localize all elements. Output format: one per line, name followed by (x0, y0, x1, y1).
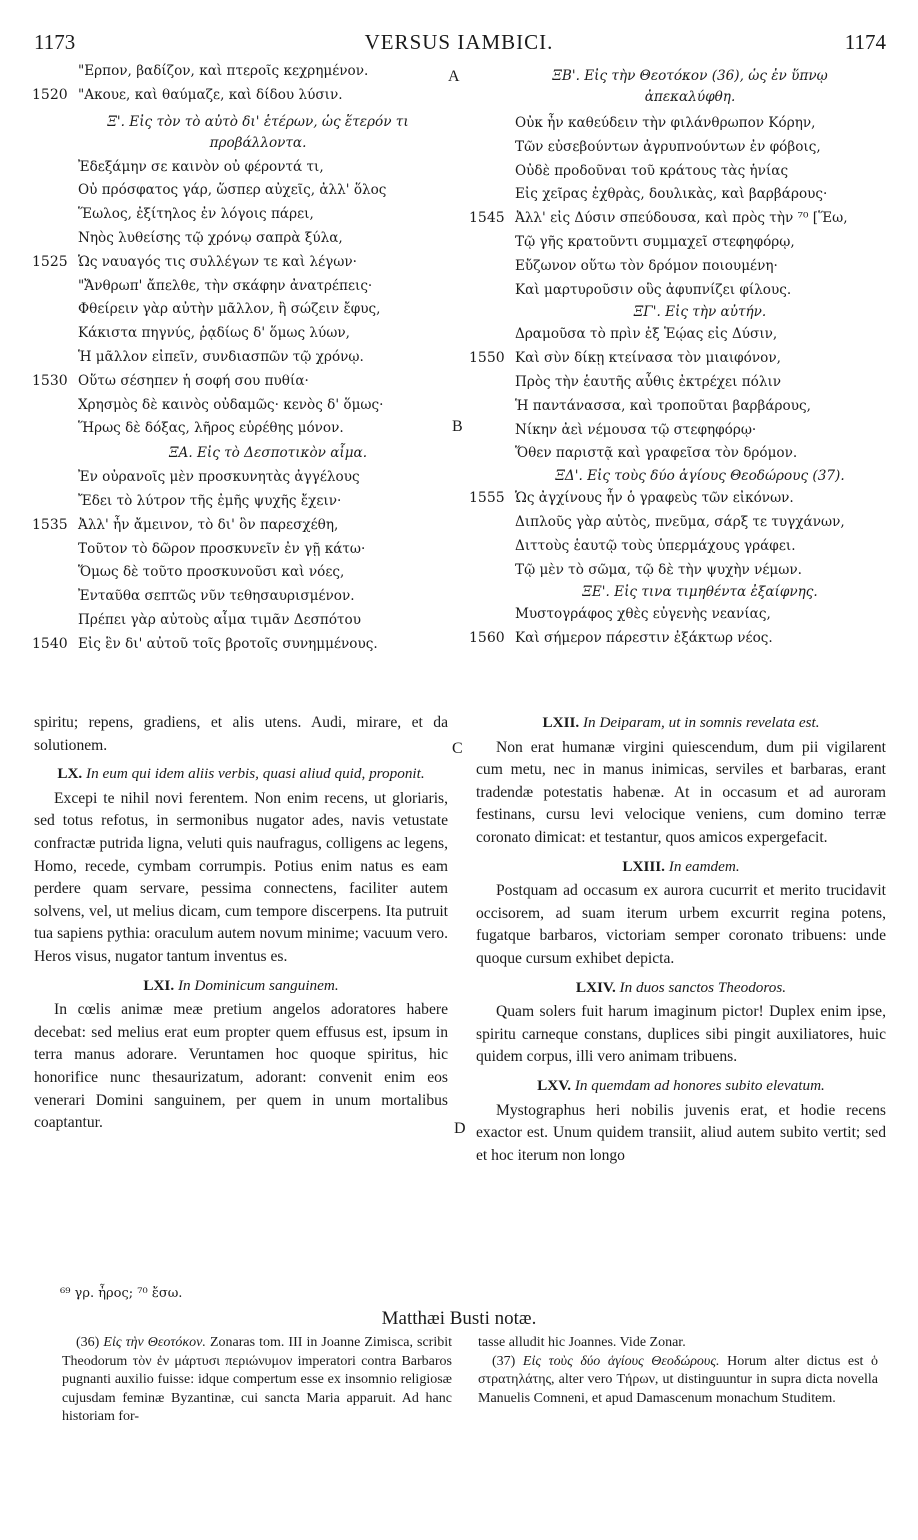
greek-verse-line (515, 511, 885, 535)
verse-text: Τῷ μὲν τὸ σῶμα, τῷ δὲ τὴν ψυχὴν νέμων. (515, 561, 802, 578)
greek-verse-line (78, 394, 458, 418)
verse-text: Ἥρως δὲ δόξας, λῆρος εὑρέθης μόνον. (78, 420, 344, 437)
right-greek-column (469, 66, 885, 651)
verse-text: Νίκην ἀεὶ νέμουσα τῷ στεφηφόρῳ· (515, 421, 757, 438)
greek-verse-line (515, 442, 885, 466)
latin-paragraph-lxiv: Quam solers fuit harum imaginum pictor! Duplex enim ipse, spiritu carneque constans, duplices sibi pingit auxiliatores, huic quidem corpus, illi vero animam tribuens. (476, 1003, 886, 1066)
section-heading-lxii (476, 712, 886, 735)
right-latin-column (476, 712, 886, 1167)
left-page-number: 1173 (34, 30, 76, 54)
right-page-number: 1174 (844, 30, 886, 54)
verse-text: Τοῦτον τὸ δῶρον προσκυνεῖν ἐν γῇ κάτω· (78, 540, 366, 557)
margin-letter-a: A (448, 68, 460, 85)
verse-text: Νηὸς λυθείσης τῷ χρόνῳ σαπρὰ ξύλα, (78, 229, 343, 246)
greek-verse-line (515, 112, 885, 136)
verse-text: Ἔδει τὸ λύτρον τῆς ἐμῆς ψυχῆς ἔχειν· (78, 492, 342, 509)
greek-verse-line (78, 490, 458, 514)
verse-text: Ἐνταῦθα σεπτῶς νῦν τεθησαυρισμένον. (78, 588, 355, 605)
section-number-lxiii: LXIII. (622, 857, 665, 875)
greek-verse-line (32, 84, 458, 108)
note-36-label: (36) (76, 1335, 100, 1350)
greek-verse-line (515, 183, 885, 207)
verse-number: 1560 (469, 630, 505, 647)
note-37 (478, 1353, 878, 1409)
greek-verse-line (78, 538, 458, 562)
verse-number: 1550 (469, 350, 505, 367)
verse-number: 1530 (32, 372, 68, 389)
greek-verse-line (78, 561, 458, 585)
verse-text: Διττοὺς ἑαυτῷ τοὺς ὑπερμάχους γράφει. (515, 537, 796, 554)
section-number-lxiv: LXIV. (575, 978, 616, 996)
greek-verse-line (78, 227, 458, 251)
verse-text: Ὡς ἀγχίνους ἦν ὁ γραφεὺς τῶν εἰκόνων. (515, 490, 794, 507)
greek-lines-lxiii (469, 323, 885, 466)
greek-verse-line (515, 603, 885, 627)
notes-right-column (478, 1334, 878, 1408)
greek-verse-line (515, 136, 885, 160)
greek-verse-line (78, 179, 458, 203)
greek-lines-lxiv (469, 487, 885, 582)
running-title: VERSUS IAMBICI. (364, 30, 554, 54)
greek-verse-line (78, 203, 458, 227)
greek-verse-line (515, 395, 885, 419)
verse-text: Οὐδὲ προδοῦναι τοῦ κράτους τὰς ἡνίας (515, 162, 789, 179)
note-36-continued: tasse alludit hic Joannes. Vide Zonar. (478, 1335, 686, 1350)
greek-verse-line (78, 60, 458, 84)
verse-text: Εὔζωνον οὕτω τὸν δρόμον ποιουμένη· (515, 257, 778, 274)
greek-verse-line (469, 627, 885, 651)
verse-text: Πρὸς τὴν ἑαυτῆς αὖθις ἐκτρέχει πόλιν (515, 373, 782, 390)
verse-text: Ἀλλ' εἰς Δύσιν σπεύδουσα, καὶ πρὸς τὴν ⁷⁰ [Ἕω, (515, 210, 848, 227)
margin-letter-d: D (454, 1120, 466, 1137)
latin-paragraph-lxiii: Postquam ad occasum ex aurora cucurrit et merito trucidavit occisorem, ad suam iterum urbem excurrit regina potens, fugatque barbaros, victoriam semper coronato tribuens: unde quoque cursum exhibet depicta. (476, 882, 886, 967)
verse-text: Χρησμὸς δὲ καινὸς οὐδαμῶς· κενὸς δ' ὅμως· (78, 396, 384, 413)
latin-paragraph-lx: Excepi te nihil novi ferentem. Non enim recens, ut gloriaris, sed totus refotus, in sermonibus nugator ades, navis vetustate confractæ putrida ligna, veluti quis naufragus, colligens ac legens, Homo, recede, cymbam corrumpis. Potius enim natus es eam perdere quam servare, pessima connectens, faciliter autem solvens, vel, ut melius dicam, cum tempore discerpens. Ita putruit tua sapiens pythia: oraculum autem novum minime; vacuum vero. Heros visus, nugator tantum inventus es. (34, 789, 448, 965)
verse-text: Ἕωλος, ἐξίτηλος ἐν λόγοις πάρει, (78, 206, 314, 223)
verse-text: Εἰς χεῖρας ἐχθρὰς, δουλικὰς, καὶ βαρβάρους· (515, 186, 828, 203)
greek-lines-lxi (32, 466, 458, 656)
verse-number: 1540 (32, 635, 68, 652)
section-heading-lxiii (476, 856, 886, 879)
left-greek-column (32, 60, 458, 657)
greek-verse-line (515, 231, 885, 255)
verse-text: Δραμοῦσα τὸ πρὶν ἐξ Ἑῴας εἰς Δύσιν, (515, 326, 778, 343)
verse-text: Ὡς ναυαγός τις συλλέγων τε καὶ λέγων· (78, 253, 357, 270)
section-title-lxi: In Dominicum sanguinem. (177, 976, 339, 994)
verse-text: Ἀλλ' ἦν ἄμεινον, τὸ δι' ὃν παρεσχέθη, (78, 516, 339, 533)
greek-verse-line (78, 275, 458, 299)
section-number-lxii: LXII. (542, 714, 580, 731)
greek-verse-line (515, 255, 885, 279)
notes-left-column (62, 1334, 452, 1427)
section-number-lxi: LXI. (143, 976, 175, 994)
greek-verse-line (78, 322, 458, 346)
greek-pre-lines (32, 60, 458, 108)
verse-text: Καὶ σὺν δίκῃ κτείνασα τὸν μιαιφόνον, (515, 350, 781, 367)
section-title-lxii: In Deiparam, ut in somnis revelata est. (583, 714, 820, 731)
section-title-lx: In eum qui idem aliis verbis, quasi aliud quid, proponit. (86, 765, 425, 783)
section-title-lxiii-greek: ΞΓ'. Εἰς τὴν αὐτήν. (633, 304, 767, 321)
section-title-lxv: In quemdam ad honores subito elevatum. (574, 1076, 825, 1094)
verse-text: Τῶν εὐσεβούντων ἀγρυπνούντων ἐν φόβοις, (515, 138, 821, 155)
verse-text: Κάκιστα πηγνύς, ῥᾳδίως δ' ὅμως λύων, (78, 325, 350, 342)
verse-text: Οὐ πρόσφατος γάρ, ὥσπερ αὐχεῖς, ἀλλ' ὅλος (78, 182, 387, 199)
greek-verse-line (469, 207, 885, 231)
greek-verse-line (515, 535, 885, 559)
greek-lines-lxii (469, 112, 885, 302)
verse-text: Μυστογράφος χθὲς εὐγενὴς νεανίας, (515, 606, 771, 623)
section-title-lx-greek: Ξ'. Εἰς τὸν τὸ αὐτὸ δι' ἑτέρων, ὡς ἕτερόν τι προβάλλοντα. (107, 113, 409, 151)
verse-number: 1555 (469, 490, 505, 507)
verse-text: Τῷ γῆς κρατοῦντι συμμαχεῖ στεφηφόρῳ, (515, 233, 795, 250)
verse-text: Ἡ παντάνασσα, καὶ τροποῦται βαρβάρους, (515, 397, 811, 414)
section-title-lxii-greek: ΞΒ'. Εἰς τὴν Θεοτόκον (36), ὡς ἐν ὕπνῳ ἀπεκαλύφθη. (552, 68, 828, 105)
verse-text: Οὕτω σέσηπεν ἡ σοφή σου πυθία· (78, 372, 309, 389)
section-title-lxiv-greek: ΞΔ'. Εἰς τοὺς δύο ἁγίους Θεοδώρους (37). (555, 468, 845, 485)
greek-verse-line (515, 160, 885, 184)
greek-verse-line (78, 346, 458, 370)
section-number-lxv: LXV. (537, 1076, 572, 1094)
verse-text: Ἡ μᾶλλον εἰπεῖν, συνδιασπῶν τῷ χρόνῳ. (78, 348, 364, 365)
latin-paragraph-lxi: In cœlis animæ meæ pretium angelos adoratores habere decebat: sed melius erat eum propter quem effusus est, ipsum in terra manus adorare. Veruntamen hoc quoque spiritus, hic honorifice nunc thesaurizatum, adorant: convenit enim eos venerari Domini sanguinem, per quem in unum mortalibus coaptantur. (34, 1001, 448, 1132)
section-title-lxiii: In eamdem. (668, 857, 740, 875)
latin-paragraph-lxii: Non erat humanæ virgini quiescendum, dum pii vigilarent cum metu, nec in manus inimicas, serviles et barbaras, erant tradendæ potestatis habenæ. At in occasum et ad auroram festinans, cursu levi velocique veniens, cum domino terræ coronato dimicat: et testantur, quos amicos expergefacit. (476, 738, 886, 846)
greek-verse-line (515, 419, 885, 443)
verse-number: 1520 (32, 86, 68, 103)
verse-text: Ὅμως δὲ τοῦτο προσκυνοῦσι καὶ νόες, (78, 564, 345, 581)
note-36-greek: Εἰς τὴν Θεοτόκον. (103, 1335, 206, 1350)
greek-lines-lxv (469, 603, 885, 651)
verse-text: Εἰς ἓν δι' αὐτοῦ τοῖς βροτοῖς συνημμένους. (78, 635, 378, 652)
left-latin-column (34, 712, 448, 1135)
greek-verse-line (78, 585, 458, 609)
note-37-text: Horum alter dictus est ὁ στρατηλάτης, alter vero Τήρων, ut distinguuntur in supra dicta novella Manuelis Comneni, et apud Damascenum monachum Studitem. (478, 1353, 879, 1406)
greek-verse-line (469, 347, 885, 371)
latin-paragraph-continued: spiritu; repens, gradiens, et alis utens. Audi, mirare, et da solutionem. (34, 714, 448, 754)
greek-verse-line (78, 156, 458, 180)
textual-footnote: ⁶⁹ γρ. ἦρος; ⁷⁰ ἔσω. (60, 1286, 183, 1301)
verse-text: "Ερπον, βαδίζον, καὶ πτεροῖς κεχρημένον. (78, 63, 369, 79)
section-heading-lx (34, 763, 448, 786)
verse-text: Ἐδεξάμην σε καινὸν οὐ φέροντά τι, (78, 158, 324, 175)
note-37-label: (37) (492, 1353, 516, 1369)
greek-verse-line (469, 487, 885, 511)
margin-letter-c: C (452, 740, 463, 757)
verse-text: Φθείρειν γὰρ αὐτὴν μᾶλλον, ἢ σώζειν ἔφυς, (78, 301, 381, 318)
section-heading-lxv (476, 1075, 886, 1098)
section-title-lxv-greek: ΞΕ'. Εἰς τινα τιμηθέντα ἐξαίφνης. (582, 584, 818, 601)
notes-title: Matthæi Busti notæ. (381, 1308, 537, 1329)
verse-text: Καὶ μαρτυροῦσιν οὓς ἀφυπνίζει φίλους. (515, 281, 792, 298)
greek-lines-lx (32, 156, 458, 442)
greek-verse-line (515, 279, 885, 303)
greek-verse-line (78, 609, 458, 633)
verse-text: Καὶ σήμερον πάρεστιν ἐξάκτωρ νέος. (515, 630, 773, 647)
verse-text: Διπλοῦς γὰρ αὐτὸς, πνεῦμα, σάρξ τε τυγχάνων, (515, 513, 845, 530)
section-heading-lxi (34, 975, 448, 998)
running-header (28, 30, 890, 58)
verse-text: Πρέπει γὰρ αὐτοὺς αἷμα τιμᾶν Δεσπότου (78, 611, 361, 628)
margin-letter-b: B (452, 418, 463, 435)
greek-verse-line (78, 466, 458, 490)
greek-verse-line (515, 371, 885, 395)
verse-number: 1535 (32, 516, 68, 533)
verse-text: Οὐκ ἦν καθεύδειν τὴν φιλάνθρωπον Κόρην, (515, 115, 816, 131)
verse-number: 1525 (32, 253, 68, 270)
greek-verse-line (32, 514, 458, 538)
section-number-lx: LX. (57, 765, 83, 783)
section-heading-lxiv (476, 977, 886, 1000)
latin-paragraph-lxv: Mystographus heri nobilis juvenis erat, et hodie recens exactor est. Unum quidem transiit, aliud autem subito vertit; sed et hoc iterum non longo (476, 1101, 886, 1164)
note-36 (62, 1334, 452, 1427)
greek-verse-line (515, 559, 885, 583)
verse-number: 1545 (469, 210, 505, 227)
greek-verse-line (32, 633, 458, 657)
greek-verse-line (78, 417, 458, 441)
verse-text: "Ακουε, καὶ θαύμαζε, καὶ δίδου λύσιν. (78, 86, 343, 103)
greek-verse-line (515, 323, 885, 347)
section-title-lxi-greek: ΞΑ. Εἰς τὸ Δεσποτικὸν αἷμα. (168, 445, 368, 462)
note-37-greek: Εἰς τοὺς δύο ἁγίους Θεοδώρους. (522, 1353, 720, 1369)
verse-text: Ὅθεν παριστᾷ καὶ γραφεῖσα τὸν δρόμον. (515, 445, 798, 462)
verse-text: "Ἄνθρωπ' ἄπελθε, τὴν σκάφην ἀνατρέπεις· (78, 277, 373, 294)
note-36-text: Zonaras tom. III in Joanne Zimisca, scribit Theodorum τὸν ἐν μάρτυσι περιώνυμον imperatori contra Barbaros pugnanti auxilio fuisse: idque compertum esse ex insomnio religiosæ cujusdam feminæ Byzantinæ, cui sancta Maria apparuit. Ad hanc historiam for- (62, 1335, 452, 1424)
greek-verse-line (78, 298, 458, 322)
section-title-lxiv: In duos sanctos Theodoros. (619, 978, 787, 996)
greek-verse-line (32, 370, 458, 394)
verse-text: Ἐν οὐρανοῖς μὲν προσκυνητὰς ἀγγέλους (78, 469, 360, 486)
greek-verse-line (32, 251, 458, 275)
